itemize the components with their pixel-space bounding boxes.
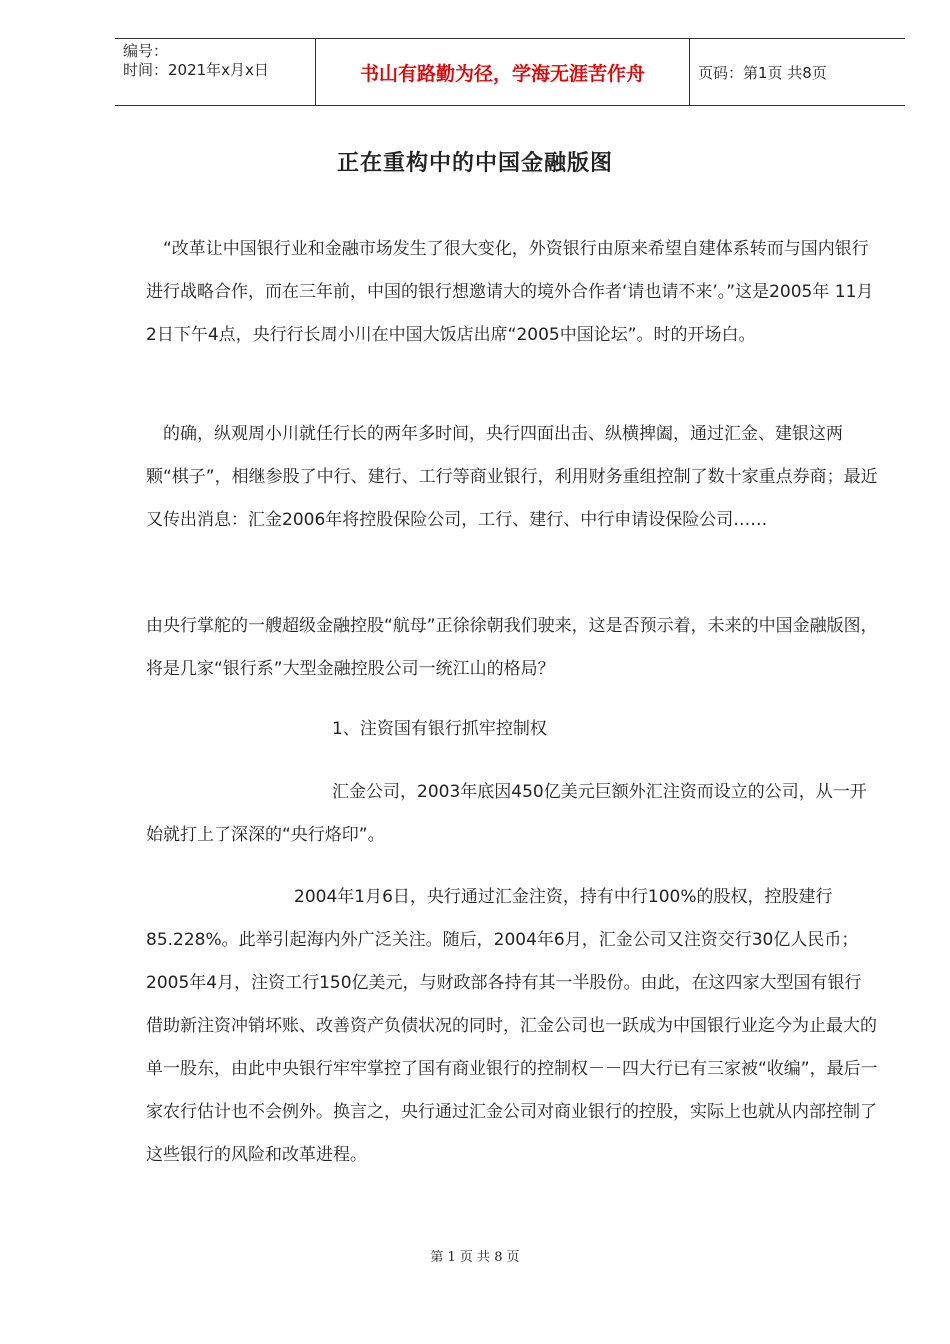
paragraph-intro-quote: “改革让中国银行业和金融市场发生了很大变化，外资银行由原来希望自建体系转而与国内银行进行战略合作，而在三年前，中国的银行想邀请大的境外合作者‘请也请不来’。”这是2005年 11月2日下午4点，央行行长周小川在中国大饭店出席“2005中国论坛”。时的开场白。 bbox=[146, 239, 874, 345]
document-number-label: 编号： bbox=[123, 42, 169, 60]
header-meta-cell bbox=[115, 39, 316, 105]
paragraph-huijin-intro: 汇金公司，2003年底因450亿美元巨额外汇注资而设立的公司，从一开始就打上了深深的“央行烙印”。 bbox=[146, 782, 867, 845]
document-title: 正在重构中的中国金融版图 bbox=[336, 151, 613, 176]
header-motto: 书山有路勤为径，学海无涯苦作舟 bbox=[316, 39, 690, 105]
paragraph-overview: 的确，纵观周小川就任行长的两年多时间，央行四面出击、纵横捭阖，通过汇金、建银这两颗“棋子”，相继参股了中行、建行、工行等商业银行，利用财务重组控制了数十家重点券商；最近又传出消息：汇金2006年将控股保险公司，工行、建行、中行申请设保险公司…… bbox=[146, 424, 878, 530]
header-table bbox=[115, 38, 905, 106]
document-date: 时间：2021年x月x日 bbox=[123, 61, 269, 79]
paragraph-question: 由央行掌舵的一艘超级金融控股“航母”正徐徐朝我们驶来，这是否预示着，未来的中国金融版图，将是几家“银行系”大型金融控股公司一统江山的格局？ bbox=[146, 616, 878, 679]
header-page-code: 页码：第1页 共8页 bbox=[698, 63, 827, 82]
paragraph-capital-injection: 2004年1月6日，央行通过汇金注资，持有中行100%的股权，控股建行85.228%。此举引起海内外广泛关注。随后，2004年6月，汇金公司又注资交行30亿人民币；2005年4月，注资工行150亿美元，与财政部各持有其一半股份。由此，在这四家大型国有银行借助新注资冲销坏账、改善资产负债状况的同时，汇金公司也一跃成为中国银行业迄今为止最大的单一股东，由此中央银行牢牢掌控了国有商业银行的控制权－－四大行已有三家被“收编”，最后一家农行估计也不会例外。换言之，央行通过汇金公司对商业银行的控股，实际上也就从内部控制了这些银行的风险和改革进程。 bbox=[146, 887, 878, 1165]
section-heading-1: 1、注资国有银行抓牢控制权 bbox=[332, 719, 547, 739]
footer-page-indicator: 第 1 页 共 8 页 bbox=[430, 1250, 520, 1265]
